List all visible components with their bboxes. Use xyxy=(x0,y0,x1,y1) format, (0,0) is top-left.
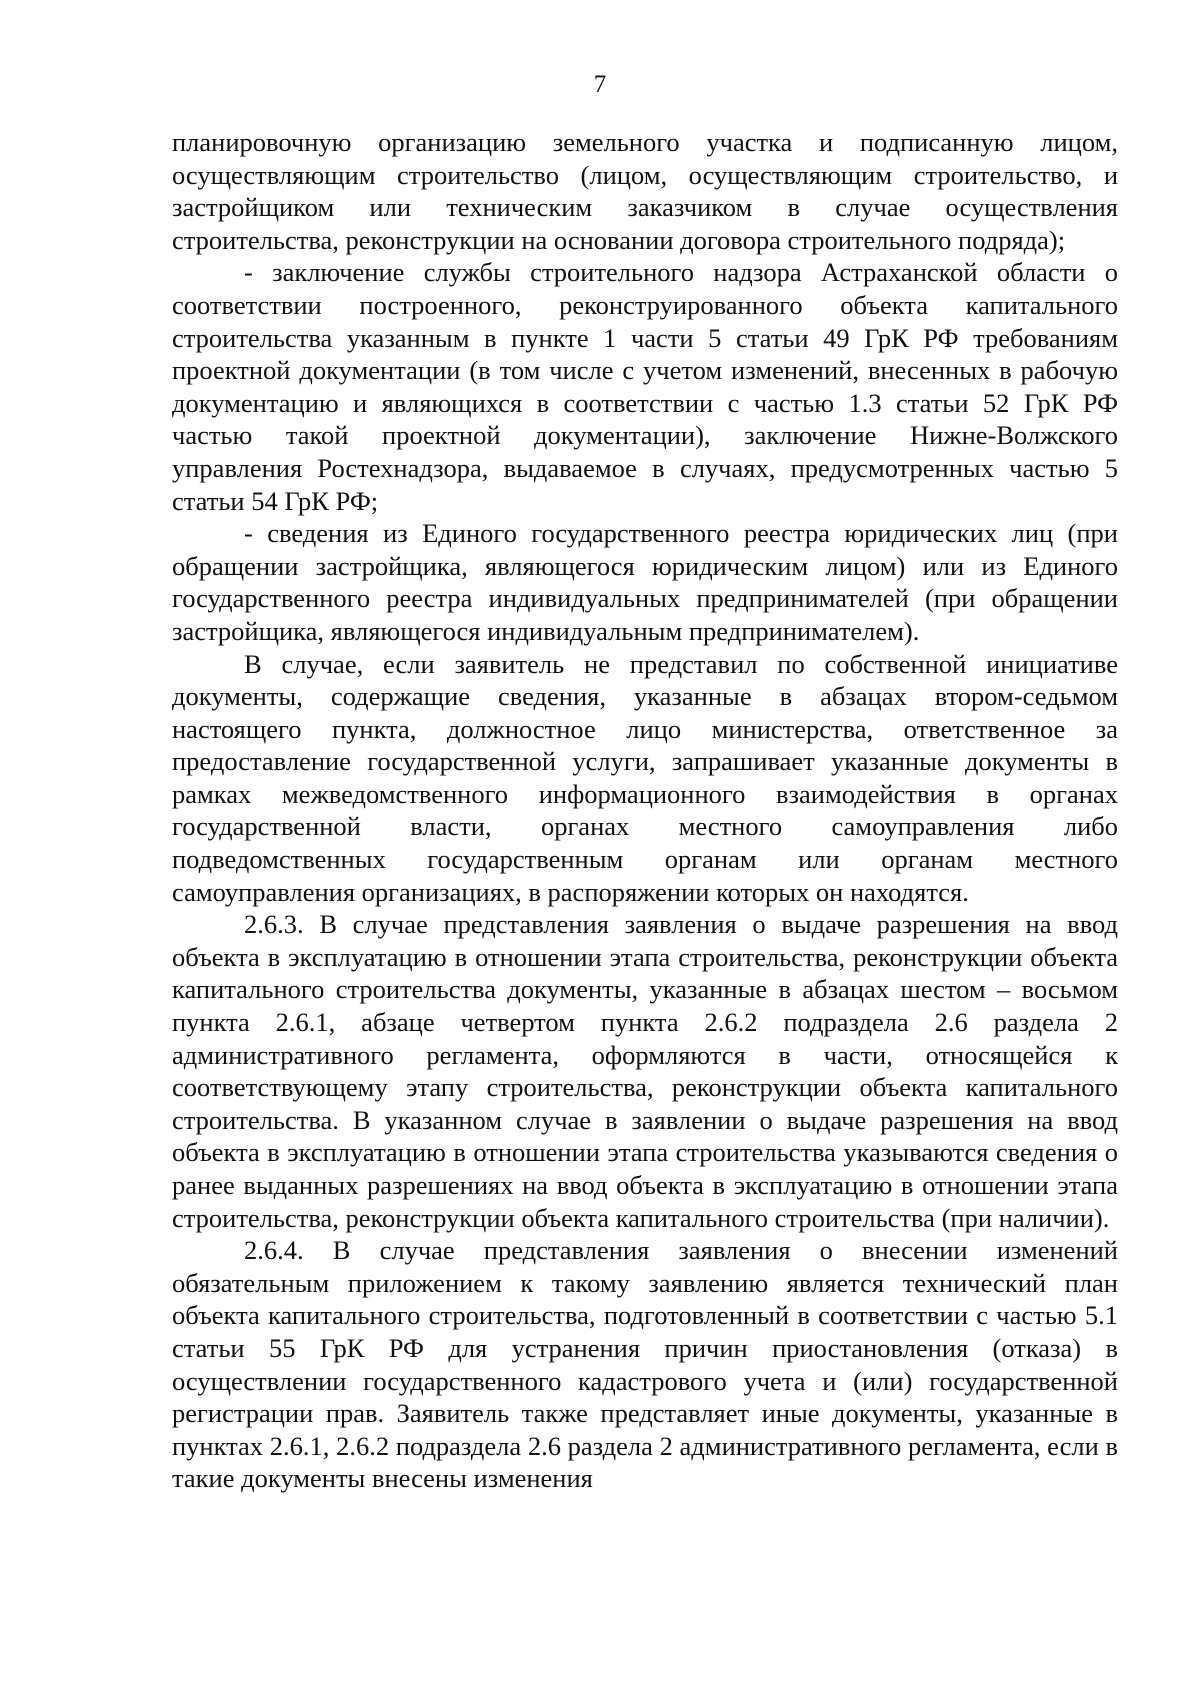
paragraph-continuation: планировочную организацию земельного участка и подписанную лицом, осуществляющим строительство (лицом, осуществляющим строительство, и застройщиком или техническим заказчиком в случае осуществления строительства, реконструкции на основании договора строительного подряда); xyxy=(172,127,1118,255)
paragraph-2-6-4: 2.6.4. В случае представления заявления о внесении изменений обязательным приложением к такому заявлению является технический план объекта капитального строительства, подготовленный в соответствии с частью 5.1 статьи 55 ГрК РФ для устранения причин приостановления (отказа) в осуществлении государственного кадастрового учета и (или) государственной регистрации прав. Заявитель также представляет иные документы, указанные в пунктах 2.6.1, 2.6.2 подраздела 2.6 раздела 2 административного регламента, если в такие документы внесены изменения xyxy=(172,1235,1118,1494)
paragraph-interagency-request: В случае, если заявитель не представил по собственной инициативе документы, содержащие сведения, указанные в абзацах втором-седьмом настоящего пункта, должностное лицо министерства, ответственное за предоставление государственной услуги, запрашивает указанные документы в рамках межведомственного информационного взаимодействия в органах государственной власти, органах местного самоуправления либо подведомственных государственным органам или органам местного самоуправления организациях, в распоряжении которых он находятся. xyxy=(172,648,1118,907)
document-body xyxy=(172,126,1118,1495)
page-number: 7 xyxy=(593,71,607,98)
paragraph-construction-supervision: - заключение службы строительного надзора Астраханской области о соответствии построенного, реконструированного объекта капитального строительства указанным в пункте 1 части 5 статьи 49 ГрК РФ требованиям проектной документации (в том числе с учетом изменений, внесенных в рабочую документацию и являющихся в соответствии с частью 1.3 статьи 52 ГрК РФ частью такой проектной документации), заключение Нижне-Волжского управления Ростехнадзора, выдаваемое в случаях, предусмотренных частью 5 статьи 54 ГрК РФ; xyxy=(172,257,1118,516)
paragraph-2-6-3: 2.6.3. В случае представления заявления о выдаче разрешения на ввод объекта в эксплуатацию в отношении этапа строительства, реконструкции объекта капитального строительства документы, указанные в абзацах шестом – восьмом пункта 2.6.1, абзаце четвертом пункта 2.6.2 подраздела 2.6 раздела 2 административного регламента, оформляются в части, относящейся к соответствующему этапу строительства, реконструкции объекта капитального строительства. В указанном случае в заявлении о выдаче разрешения на ввод объекта в эксплуатацию в отношении этапа строительства указываются сведения о ранее выданных разрешениях на ввод объекта в эксплуатацию в отношении этапа строительства, реконструкции объекта капитального строительства (при наличии). xyxy=(172,909,1118,1233)
paragraph-state-register: - сведения из Единого государственного реестра юридических лиц (при обращении застройщика, являющегося юридическим лицом) или из Единого государственного реестра индивидуальных предпринимателей (при обращении застройщика, являющегося индивидуальным предпринимателем). xyxy=(172,518,1118,646)
